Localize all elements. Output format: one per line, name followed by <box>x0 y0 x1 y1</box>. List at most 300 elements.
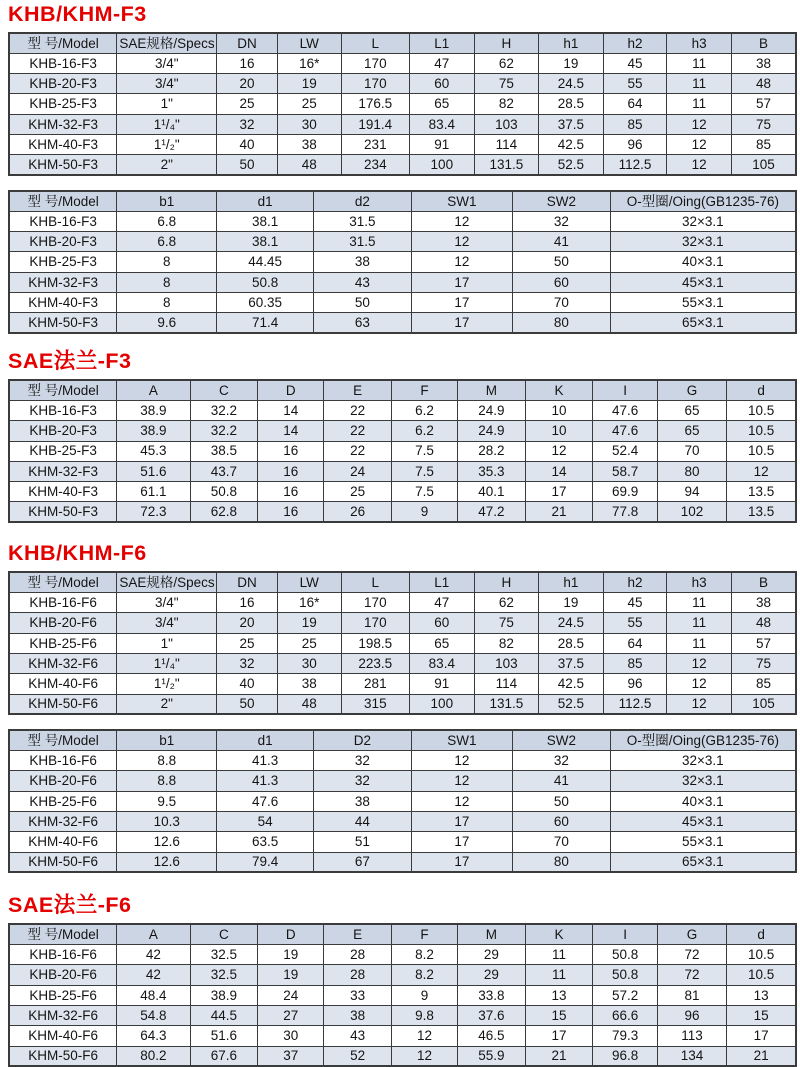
model-cell: KHB-25-F3 <box>9 441 117 461</box>
value-cell: 38.9 <box>117 400 190 420</box>
value-cell: 11 <box>667 94 732 114</box>
value-cell: 38.1 <box>217 211 314 231</box>
value-cell: 54 <box>217 812 314 832</box>
model-cell: KHM-40-F6 <box>9 1026 117 1046</box>
table-group <box>8 32 797 334</box>
spec-table <box>8 571 797 715</box>
value-cell: 50.8 <box>593 965 658 985</box>
value-cell: 24.9 <box>458 421 526 441</box>
value-cell: 12 <box>411 252 513 272</box>
value-cell: 8.2 <box>391 965 457 985</box>
value-cell: 64 <box>603 94 667 114</box>
column-header: D2 <box>314 730 412 750</box>
value-cell: 10.3 <box>117 812 217 832</box>
value-cell: 32.5 <box>190 965 258 985</box>
value-cell: 16 <box>217 53 278 73</box>
column-header: H <box>474 33 539 53</box>
value-cell: 50.8 <box>593 945 658 965</box>
table-row <box>9 751 796 771</box>
value-cell: 71.4 <box>217 313 314 333</box>
value-cell: 82 <box>474 94 539 114</box>
value-cell: 47.2 <box>458 502 526 522</box>
value-cell: 46.5 <box>458 1026 526 1046</box>
spec-table <box>8 379 797 523</box>
table-row <box>9 211 796 231</box>
table-row <box>9 965 796 985</box>
value-cell: 96 <box>603 674 667 694</box>
value-cell: 29 <box>458 945 526 965</box>
value-cell: 24.5 <box>539 613 604 633</box>
value-cell: 50 <box>217 155 278 175</box>
column-header: d1 <box>217 730 314 750</box>
value-cell: 24 <box>258 985 324 1005</box>
model-cell: KHB-25-F3 <box>9 94 117 114</box>
section-khb-khm-f6 <box>8 541 797 873</box>
value-cell: 41 <box>513 232 611 252</box>
value-cell: 11 <box>667 53 732 73</box>
column-header: 型 号/Model <box>9 380 117 400</box>
table-group <box>8 571 797 873</box>
value-cell: 40×3.1 <box>610 791 796 811</box>
value-cell: 63.5 <box>217 832 314 852</box>
value-cell: 80.2 <box>117 1046 190 1066</box>
value-cell: 11 <box>667 593 732 613</box>
value-cell: 75 <box>731 653 796 673</box>
column-header: SW1 <box>411 191 513 211</box>
value-cell: 12.6 <box>117 852 217 872</box>
value-cell: 96 <box>657 1006 726 1026</box>
value-cell: 12 <box>667 674 732 694</box>
value-cell: 51 <box>314 832 412 852</box>
table-row <box>9 674 796 694</box>
value-cell: 37.5 <box>539 653 604 673</box>
value-cell: 1¹/₂" <box>117 674 217 694</box>
value-cell: 51.6 <box>117 461 190 481</box>
value-cell: 65 <box>657 400 726 420</box>
table-row <box>9 1046 796 1066</box>
model-cell: KHM-50-F6 <box>9 1046 117 1066</box>
column-header: B <box>731 33 796 53</box>
value-cell: 3/4" <box>117 613 217 633</box>
value-cell: 25 <box>277 633 341 653</box>
value-cell: 231 <box>341 134 409 154</box>
value-cell: 11 <box>525 945 593 965</box>
value-cell: 12 <box>411 211 513 231</box>
table-row <box>9 791 796 811</box>
value-cell: 37.5 <box>539 114 604 134</box>
value-cell: 8 <box>117 293 217 313</box>
table-row <box>9 812 796 832</box>
value-cell: 50.8 <box>217 272 314 292</box>
section-sae-flange-f3 <box>8 349 797 523</box>
header-row <box>9 572 796 592</box>
value-cell: 38 <box>314 791 412 811</box>
value-cell: 30 <box>277 114 341 134</box>
value-cell: 96 <box>603 134 667 154</box>
value-cell: 38 <box>731 593 796 613</box>
table-row <box>9 114 796 134</box>
column-header: d <box>727 924 796 944</box>
value-cell: 16 <box>258 502 324 522</box>
value-cell: 8 <box>117 252 217 272</box>
value-cell: 72 <box>657 945 726 965</box>
model-cell: KHM-32-F3 <box>9 114 117 134</box>
model-cell: KHB-20-F3 <box>9 74 117 94</box>
value-cell: 38 <box>324 1006 392 1026</box>
value-cell: 1¹/₄" <box>117 653 217 673</box>
value-cell: 6.2 <box>391 421 457 441</box>
page-title: SAE法兰-F6 <box>8 893 132 918</box>
table-row <box>9 421 796 441</box>
value-cell: 45 <box>603 53 667 73</box>
value-cell: 72.3 <box>117 502 190 522</box>
header-row <box>9 191 796 211</box>
value-cell: 44 <box>314 812 412 832</box>
value-cell: 82 <box>474 633 539 653</box>
page-title: KHB/KHM-F3 <box>8 2 147 26</box>
value-cell: 38.1 <box>217 232 314 252</box>
column-header: I <box>593 380 658 400</box>
value-cell: 50 <box>513 252 611 272</box>
value-cell: 45×3.1 <box>610 272 796 292</box>
value-cell: 83.4 <box>410 653 475 673</box>
value-cell: 6.8 <box>117 211 217 231</box>
value-cell: 10.5 <box>727 400 796 420</box>
value-cell: 17 <box>411 812 513 832</box>
table-row <box>9 155 796 175</box>
model-cell: KHB-16-F3 <box>9 400 117 420</box>
value-cell: 8.8 <box>117 771 217 791</box>
value-cell: 103 <box>474 114 539 134</box>
column-header: D <box>258 380 324 400</box>
model-cell: KHM-40-F3 <box>9 134 117 154</box>
value-cell: 52 <box>324 1046 392 1066</box>
page-title: KHB/KHM-F6 <box>8 541 147 566</box>
value-cell: 50 <box>314 293 412 313</box>
value-cell: 45.3 <box>117 441 190 461</box>
model-cell: KHB-25-F6 <box>9 985 117 1005</box>
column-header: D <box>258 924 324 944</box>
value-cell: 83.4 <box>410 114 475 134</box>
column-header: h3 <box>667 33 732 53</box>
value-cell: 12 <box>667 653 732 673</box>
value-cell: 52.5 <box>539 694 604 714</box>
model-cell: KHM-50-F6 <box>9 694 117 714</box>
value-cell: 27 <box>258 1006 324 1026</box>
value-cell: 2" <box>117 155 217 175</box>
value-cell: 24 <box>324 461 392 481</box>
value-cell: 21 <box>727 1046 796 1066</box>
value-cell: 32×3.1 <box>610 211 796 231</box>
value-cell: 55 <box>603 613 667 633</box>
value-cell: 10 <box>525 421 593 441</box>
value-cell: 16* <box>277 593 341 613</box>
value-cell: 80 <box>513 313 611 333</box>
column-header: C <box>190 924 258 944</box>
table-row <box>9 502 796 522</box>
value-cell: 79.4 <box>217 852 314 872</box>
value-cell: 6.8 <box>117 232 217 252</box>
value-cell: 112.5 <box>603 155 667 175</box>
column-header: O-型圈/Oing(GB1235-76) <box>610 730 796 750</box>
model-cell: KHB-16-F6 <box>9 751 117 771</box>
model-cell: KHM-50-F6 <box>9 852 117 872</box>
value-cell: 55 <box>603 74 667 94</box>
value-cell: 17 <box>411 832 513 852</box>
spec-table <box>8 729 797 873</box>
value-cell: 32 <box>217 114 278 134</box>
value-cell: 91 <box>410 134 475 154</box>
value-cell: 81 <box>657 985 726 1005</box>
value-cell: 80 <box>657 461 726 481</box>
value-cell: 37 <box>258 1046 324 1066</box>
table-row <box>9 53 796 73</box>
model-cell: KHM-40-F6 <box>9 674 117 694</box>
value-cell: 66.6 <box>593 1006 658 1026</box>
spec-table <box>8 32 797 176</box>
value-cell: 44.45 <box>217 252 314 272</box>
column-header: K <box>525 380 593 400</box>
column-header: A <box>117 380 190 400</box>
table-row <box>9 832 796 852</box>
value-cell: 85 <box>731 674 796 694</box>
column-header: b1 <box>117 191 217 211</box>
model-cell: KHB-20-F3 <box>9 232 117 252</box>
value-cell: 60 <box>513 272 611 292</box>
value-cell: 42 <box>117 945 190 965</box>
column-header: h1 <box>539 572 604 592</box>
value-cell: 62 <box>474 593 539 613</box>
value-cell: 25 <box>217 94 278 114</box>
model-cell: KHM-32-F3 <box>9 272 117 292</box>
value-cell: 96.8 <box>593 1046 658 1066</box>
value-cell: 63 <box>314 313 412 333</box>
value-cell: 100 <box>410 694 475 714</box>
value-cell: 14 <box>258 421 324 441</box>
value-cell: 43 <box>324 1026 392 1046</box>
value-cell: 2" <box>117 694 217 714</box>
value-cell: 58.7 <box>593 461 658 481</box>
table-row <box>9 852 796 872</box>
value-cell: 77.8 <box>593 502 658 522</box>
column-header: I <box>593 924 658 944</box>
column-header: d <box>727 380 796 400</box>
model-cell: KHM-50-F3 <box>9 502 117 522</box>
value-cell: 11 <box>667 613 732 633</box>
value-cell: 24.5 <box>539 74 604 94</box>
column-header: L <box>341 572 409 592</box>
value-cell: 22 <box>324 441 392 461</box>
value-cell: 11 <box>525 965 593 985</box>
table-row <box>9 985 796 1005</box>
value-cell: 60 <box>410 74 475 94</box>
column-header: SAE规格/Specs <box>117 572 217 592</box>
value-cell: 10.5 <box>727 441 796 461</box>
model-cell: KHB-16-F3 <box>9 53 117 73</box>
value-cell: 223.5 <box>341 653 409 673</box>
value-cell: 70 <box>657 441 726 461</box>
value-cell: 80 <box>513 852 611 872</box>
value-cell: 6.2 <box>391 400 457 420</box>
table-row <box>9 461 796 481</box>
model-cell: KHB-25-F6 <box>9 633 117 653</box>
value-cell: 30 <box>258 1026 324 1046</box>
value-cell: 10.5 <box>727 965 796 985</box>
value-cell: 12 <box>525 441 593 461</box>
value-cell: 69.9 <box>593 482 658 502</box>
value-cell: 32.2 <box>190 421 258 441</box>
value-cell: 17 <box>525 482 593 502</box>
value-cell: 28.5 <box>539 633 604 653</box>
model-cell: KHM-32-F6 <box>9 653 117 673</box>
column-header: 型 号/Model <box>9 730 117 750</box>
model-cell: KHB-20-F6 <box>9 613 117 633</box>
value-cell: 40×3.1 <box>610 252 796 272</box>
column-header: G <box>657 380 726 400</box>
header-row <box>9 33 796 53</box>
model-cell: KHM-40-F3 <box>9 293 117 313</box>
value-cell: 60 <box>410 613 475 633</box>
column-header: d1 <box>217 191 314 211</box>
value-cell: 131.5 <box>474 155 539 175</box>
section-sae-flange-f6 <box>8 893 797 1067</box>
value-cell: 41.3 <box>217 751 314 771</box>
value-cell: 28.5 <box>539 94 604 114</box>
value-cell: 16 <box>258 461 324 481</box>
value-cell: 47.6 <box>217 791 314 811</box>
value-cell: 65×3.1 <box>610 852 796 872</box>
value-cell: 42 <box>117 965 190 985</box>
column-header: F <box>391 924 457 944</box>
value-cell: 1" <box>117 633 217 653</box>
value-cell: 17 <box>411 313 513 333</box>
value-cell: 14 <box>258 400 324 420</box>
value-cell: 12 <box>667 694 732 714</box>
value-cell: 281 <box>341 674 409 694</box>
model-cell: KHB-25-F6 <box>9 791 117 811</box>
table-row <box>9 1026 796 1046</box>
column-header: E <box>324 924 392 944</box>
column-header: SW2 <box>513 191 611 211</box>
value-cell: 13.5 <box>727 482 796 502</box>
column-header: L1 <box>410 33 475 53</box>
table-row <box>9 313 796 333</box>
header-row <box>9 924 796 944</box>
value-cell: 1¹/₄" <box>117 114 217 134</box>
value-cell: 50.8 <box>190 482 258 502</box>
value-cell: 234 <box>341 155 409 175</box>
value-cell: 19 <box>277 74 341 94</box>
value-cell: 75 <box>474 613 539 633</box>
column-header: b1 <box>117 730 217 750</box>
value-cell: 62.8 <box>190 502 258 522</box>
value-cell: 38 <box>277 134 341 154</box>
table-row <box>9 272 796 292</box>
model-cell: KHB-20-F6 <box>9 771 117 791</box>
model-cell: KHM-50-F3 <box>9 155 117 175</box>
value-cell: 67.6 <box>190 1046 258 1066</box>
value-cell: 105 <box>731 155 796 175</box>
table-row <box>9 252 796 272</box>
value-cell: 40 <box>217 134 278 154</box>
table-row <box>9 293 796 313</box>
value-cell: 48.4 <box>117 985 190 1005</box>
table-row <box>9 482 796 502</box>
value-cell: 47 <box>410 53 475 73</box>
value-cell: 32 <box>217 653 278 673</box>
value-cell: 12 <box>727 461 796 481</box>
value-cell: 57.2 <box>593 985 658 1005</box>
column-header: 型 号/Model <box>9 191 117 211</box>
table-row <box>9 771 796 791</box>
value-cell: 38 <box>314 252 412 272</box>
value-cell: 48 <box>277 155 341 175</box>
header-row <box>9 380 796 400</box>
value-cell: 20 <box>217 74 278 94</box>
value-cell: 102 <box>657 502 726 522</box>
value-cell: 48 <box>731 74 796 94</box>
value-cell: 52.5 <box>539 155 604 175</box>
value-cell: 44.5 <box>190 1006 258 1026</box>
value-cell: 62 <box>474 53 539 73</box>
value-cell: 12 <box>411 232 513 252</box>
value-cell: 22 <box>324 400 392 420</box>
value-cell: 32 <box>513 211 611 231</box>
value-cell: 16 <box>258 441 324 461</box>
value-cell: 31.5 <box>314 211 412 231</box>
value-cell: 3/4" <box>117 593 217 613</box>
header-row <box>9 730 796 750</box>
value-cell: 32 <box>314 771 412 791</box>
value-cell: 7.5 <box>391 441 457 461</box>
value-cell: 16 <box>217 593 278 613</box>
value-cell: 14 <box>525 461 593 481</box>
value-cell: 17 <box>525 1026 593 1046</box>
column-header: h2 <box>603 33 667 53</box>
value-cell: 112.5 <box>603 694 667 714</box>
value-cell: 40.1 <box>458 482 526 502</box>
value-cell: 19 <box>539 593 604 613</box>
value-cell: 12 <box>391 1046 457 1066</box>
value-cell: 15 <box>727 1006 796 1026</box>
value-cell: 94 <box>657 482 726 502</box>
column-header: h1 <box>539 33 604 53</box>
value-cell: 50 <box>513 791 611 811</box>
section-khb-khm-f3 <box>8 2 797 334</box>
value-cell: 19 <box>258 945 324 965</box>
value-cell: 17 <box>727 1026 796 1046</box>
column-header: L <box>341 33 409 53</box>
value-cell: 57 <box>731 94 796 114</box>
value-cell: 32 <box>513 751 611 771</box>
value-cell: 48 <box>277 694 341 714</box>
value-cell: 13 <box>727 985 796 1005</box>
value-cell: 75 <box>474 74 539 94</box>
spec-table <box>8 923 797 1067</box>
value-cell: 38.9 <box>190 985 258 1005</box>
value-cell: 85 <box>731 134 796 154</box>
value-cell: 170 <box>341 613 409 633</box>
column-header: LW <box>277 572 341 592</box>
column-header: h2 <box>603 572 667 592</box>
value-cell: 1¹/₂" <box>117 134 217 154</box>
value-cell: 55×3.1 <box>610 832 796 852</box>
value-cell: 32×3.1 <box>610 771 796 791</box>
value-cell: 38 <box>731 53 796 73</box>
value-cell: 11 <box>667 633 732 653</box>
model-cell: KHB-16-F3 <box>9 211 117 231</box>
value-cell: 38 <box>277 674 341 694</box>
